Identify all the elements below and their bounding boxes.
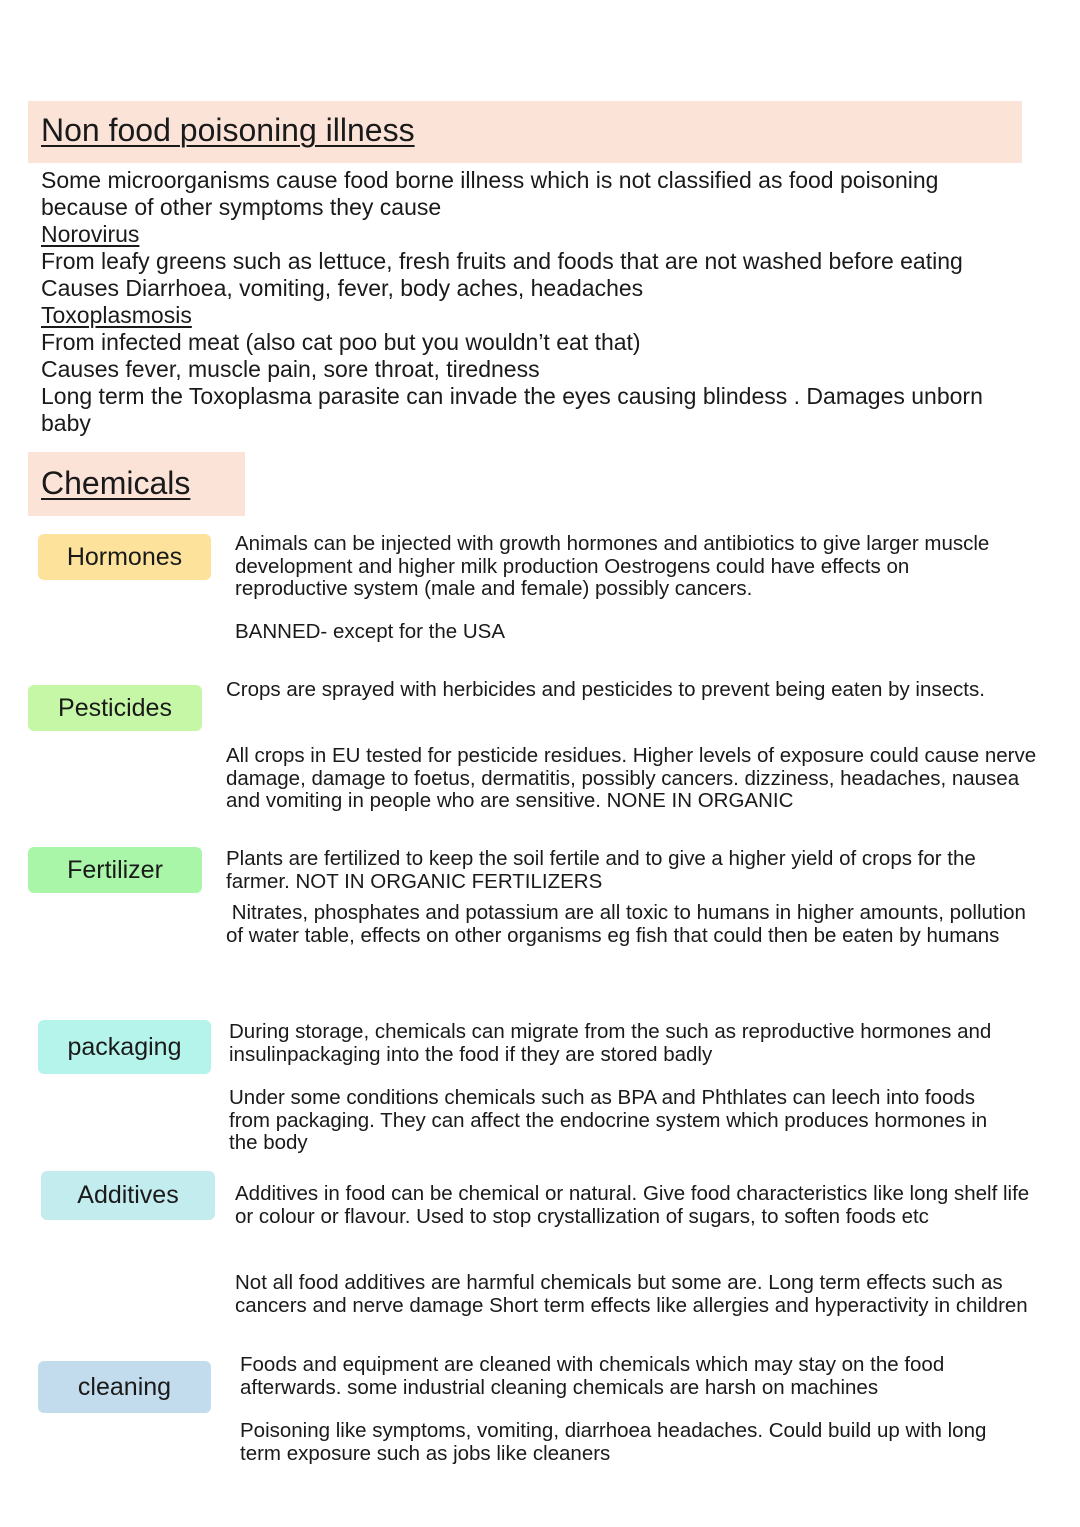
pesticides-desc-2: All crops in EU tested for pesticide residues. Higher levels of exposure could cause nerve damage, damage to foetus, dermatitis, possibly cancers. dizziness, headaches, nausea and vomiting in people who are sensitive. NONE IN ORGANIC	[226, 744, 1037, 812]
fertilizer-desc-1: Plants are fertilized to keep the soil fertile and to give a higher yield of crops for the farmer. NOT IN ORGANIC FERTILIZERS	[226, 847, 976, 893]
fertilizer-label: Fertilizer	[28, 847, 202, 893]
non-food-heading: Non food poisoning illness	[41, 112, 415, 148]
non-food-body	[41, 167, 1041, 437]
pesticides-desc-1: Crops are sprayed with herbicides and pesticides to prevent being eaten by insects.	[226, 678, 985, 701]
intro-line-1: Some microorganisms cause food borne illness which is not classified as food poisoning	[41, 167, 939, 193]
additives-desc-1: Additives in food can be chemical or natural. Give food characteristics like long shelf life or colour or flavour. Used to stop crystallization of sugars, to soften foods etc	[235, 1182, 1030, 1228]
norovirus-symptoms: Causes Diarrhoea, vomiting, fever, body aches, headaches	[41, 275, 644, 301]
additives-label: Additives	[41, 1171, 215, 1220]
toxoplasmosis-source: From infected meat (also cat poo but you wouldn’t eat that)	[41, 329, 641, 355]
hormones-desc-2: BANNED- except for the USA	[235, 620, 506, 643]
toxoplasmosis-symptoms: Causes fever, muscle pain, sore throat, tiredness	[41, 356, 540, 382]
pesticides-label: Pesticides	[28, 685, 202, 731]
hormones-desc-1: Animals can be injected with growth hormones and antibiotics to give larger muscle development and higher milk production Oestrogens could have effects on reproductive system (male and female) possibly cancers.	[235, 532, 990, 600]
cleaning-desc-2: Poisoning like symptoms, vomiting, diarrhoea headaches. Could build up with long term exposure such as jobs like cleaners	[240, 1419, 987, 1465]
norovirus-source: From leafy greens such as lettuce, fresh fruits and foods that are not washed before eating	[41, 248, 963, 274]
cleaning-desc-1: Foods and equipment are cleaned with chemicals which may stay on the food afterwards. some industrial cleaning chemicals are harsh on machines	[240, 1353, 945, 1399]
additives-desc-2: Not all food additives are harmful chemicals but some are. Long term effects such as cancers and nerve damage Short term effects like allergies and hyperactivity in children	[235, 1271, 1028, 1317]
cleaning-label: cleaning	[38, 1361, 211, 1413]
norovirus-heading: Norovirus	[41, 221, 140, 247]
toxoplasmosis-heading: Toxoplasmosis	[41, 302, 192, 328]
chemicals-heading: Chemicals	[41, 465, 191, 501]
packaging-label: packaging	[38, 1020, 211, 1074]
toxoplasmosis-long-term-2: baby	[41, 410, 91, 436]
hormones-label: Hormones	[38, 534, 211, 580]
intro-line-2: because of other symptoms they cause	[41, 194, 442, 220]
toxoplasmosis-long-term-1: Long term the Toxoplasma parasite can invade the eyes causing blindess . Damages unborn	[41, 383, 983, 409]
fertilizer-desc-2: Nitrates, phosphates and potassium are all toxic to humans in higher amounts, pollution of water table, effects on other organisms eg fish that could then be eaten by humans	[226, 901, 1032, 947]
packaging-desc-1: During storage, chemicals can migrate from the such as reproductive hormones and insulinpackaging into the food if they are stored badly	[229, 1020, 992, 1066]
packaging-desc-2: Under some conditions chemicals such as BPA and Phthlates can leech into foods from packaging. They can affect the endocrine system which produces hormones in the body	[229, 1086, 988, 1154]
